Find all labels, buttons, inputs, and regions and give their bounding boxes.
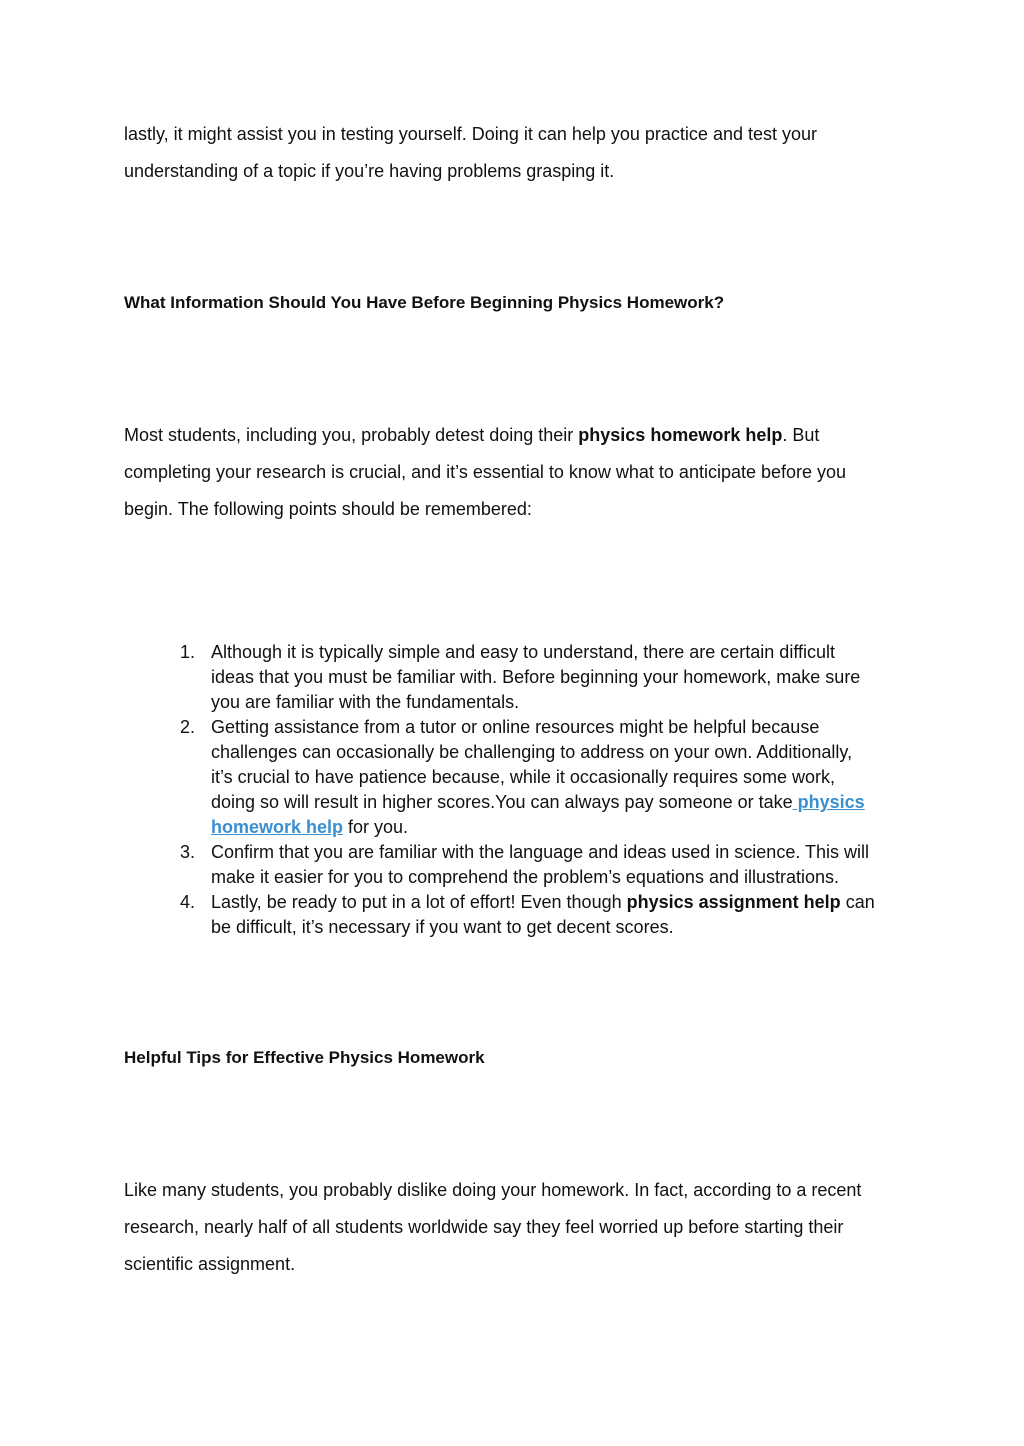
list-item (124, 890, 876, 940)
list-number: 2. (180, 717, 196, 737)
bold-keyword: physics homework help (578, 425, 783, 445)
numbered-list (124, 640, 876, 940)
intro-line-1: lastly, it might assist you in testing yourself. Doing it can help you practice and test your (124, 124, 817, 144)
section-paragraph-information (124, 417, 864, 528)
list-item-text: Confirm that you are familiar with the language and ideas used in science. This will make it easier for you to comprehend the problem’s equations and illustrations. (211, 842, 870, 887)
section-heading-information (124, 291, 884, 315)
list-number: 1. (180, 642, 196, 662)
bold-keyword: physics assignment help (626, 892, 841, 912)
list-item (124, 715, 876, 840)
list-item (124, 640, 876, 715)
paragraph-text: Like many students, you probably dislike doing your homework. In fact, according to a recent research, nearly half of all students worldwide say they feel worried up before starting their scientific assignment. (124, 1180, 862, 1274)
list-number: 4. (180, 892, 196, 912)
list-item-text: Lastly, be ready to put in a lot of effort! Even though (211, 892, 627, 912)
intro-line-2: understanding of a topic if you’re having problems grasping it. (124, 161, 615, 181)
intro-paragraph (124, 116, 884, 190)
section-heading-text: What Information Should You Have Before Beginning Physics Homework? (124, 293, 725, 312)
section-heading-text: Helpful Tips for Effective Physics Homework (124, 1048, 485, 1067)
list-number: 3. (180, 842, 196, 862)
list-item (124, 840, 876, 890)
paragraph-text: . But completing your research is crucial, and it’s essential to know what to anticipate before you begin. The following points should be remembered: (124, 425, 847, 519)
list-item-text: Getting assistance from a tutor or online resources might be helpful because challenges can occasionally be challenging to address on your own. Additionally, it’s crucial to have patience because, while it occasionally requires some work, doing so will result in higher scores.You can always pay someone or take (211, 717, 853, 812)
list-item-text: Although it is typically simple and easy to understand, there are certain difficult ideas that you must be familiar with. Before beginning your homework, make sure you are familiar with the fundamentals. (211, 642, 861, 712)
section-paragraph-tips (124, 1172, 869, 1283)
section-heading-tips (124, 1046, 884, 1070)
paragraph-text: Most students, including you, probably detest doing their (124, 425, 579, 445)
physics-homework-help-link[interactable]: physics homework help (211, 792, 865, 837)
list-item-text: for you. (343, 817, 409, 837)
list-item-text: can be difficult, it’s necessary if you want to get decent scores. (211, 892, 875, 937)
